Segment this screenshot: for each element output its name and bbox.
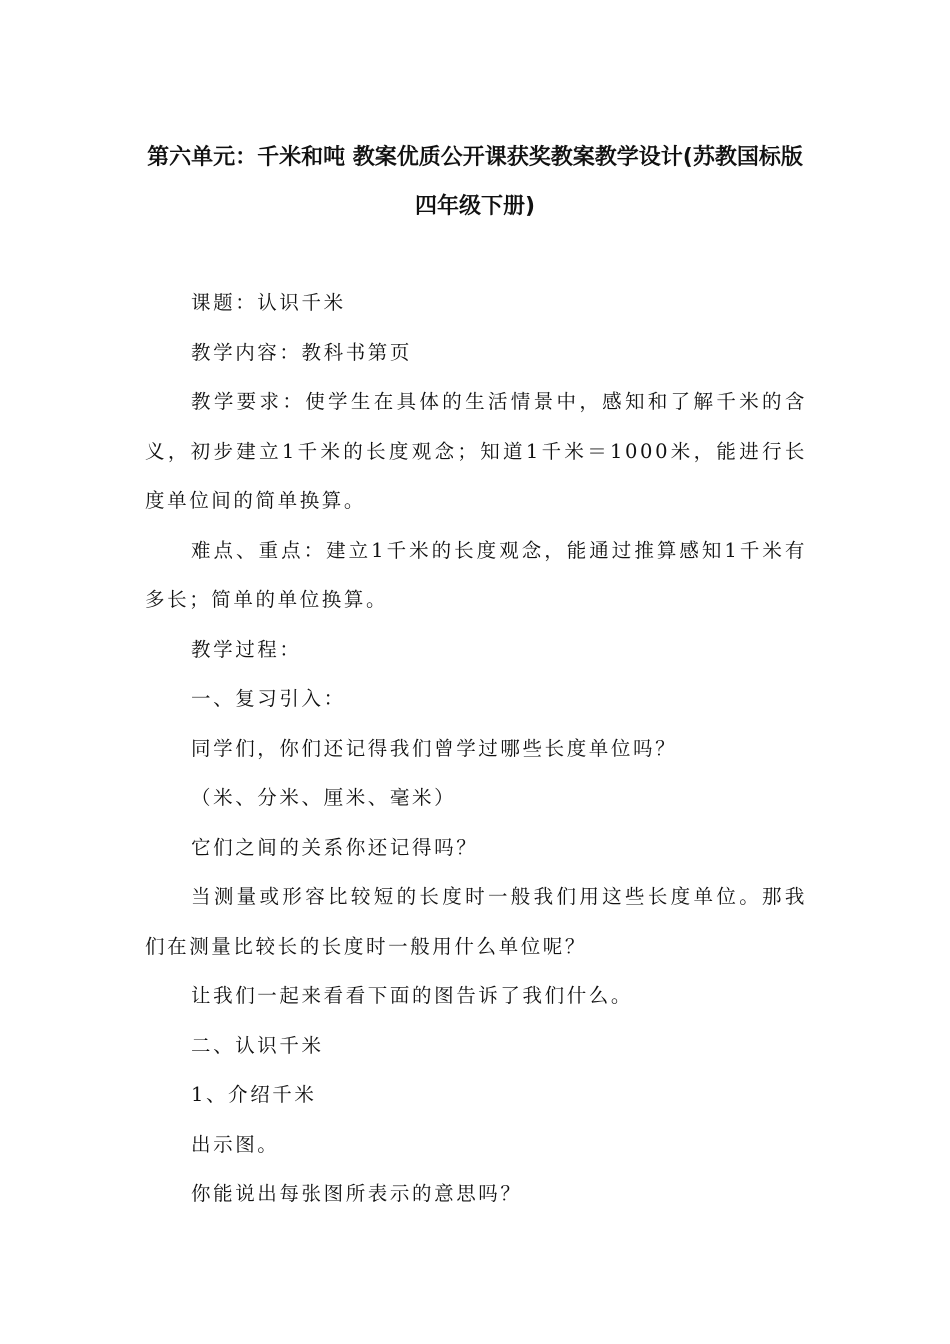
paragraph-topic: 课题：认识千米 xyxy=(191,291,346,314)
paragraph: 它们之间的关系你还记得吗？ xyxy=(191,835,479,859)
paragraph-key-points: 难点、重点：建立1千米的长度观念，能通过推算感知1千米有多长；简单的单位换算。 xyxy=(145,538,807,611)
section-heading-review: 一、复习引入： xyxy=(191,687,346,710)
paragraph: 出示图。 xyxy=(191,1132,280,1156)
paragraph: 你能说出每张图所表示的意思吗？ xyxy=(191,1182,523,1205)
paragraph-content: 教学内容：教科书第页 xyxy=(191,340,413,364)
paragraph: 同学们，你们还记得我们曾学过哪些长度单位吗？ xyxy=(191,736,678,760)
document-body xyxy=(145,278,807,1219)
document-title: 第六单元：千米和吨 教案优质公开课获奖教案教学设计(苏教国标版四年级下册) xyxy=(147,145,803,219)
paragraph-process-heading: 教学过程： xyxy=(191,637,302,661)
section-heading-km: 二、认识千米 xyxy=(191,1033,324,1057)
paragraph: 让我们一起来看看下面的图告诉了我们什么。 xyxy=(191,984,634,1007)
paragraph-requirements: 教学要求：使学生在具体的生活情景中，感知和了解千米的含义，初步建立1千米的长度观念；知道1千米＝1000米，能进行长度单位间的简单换算。 xyxy=(145,390,807,512)
paragraph: 当测量或形容比较短的长度时一般我们用这些长度单位。那我们在测量比较长的长度时一般用什么单位呢？ xyxy=(145,885,807,958)
paragraph: （米、分米、厘米、毫米） xyxy=(191,786,457,809)
subsection-heading: 1、介绍千米 xyxy=(191,1083,317,1106)
